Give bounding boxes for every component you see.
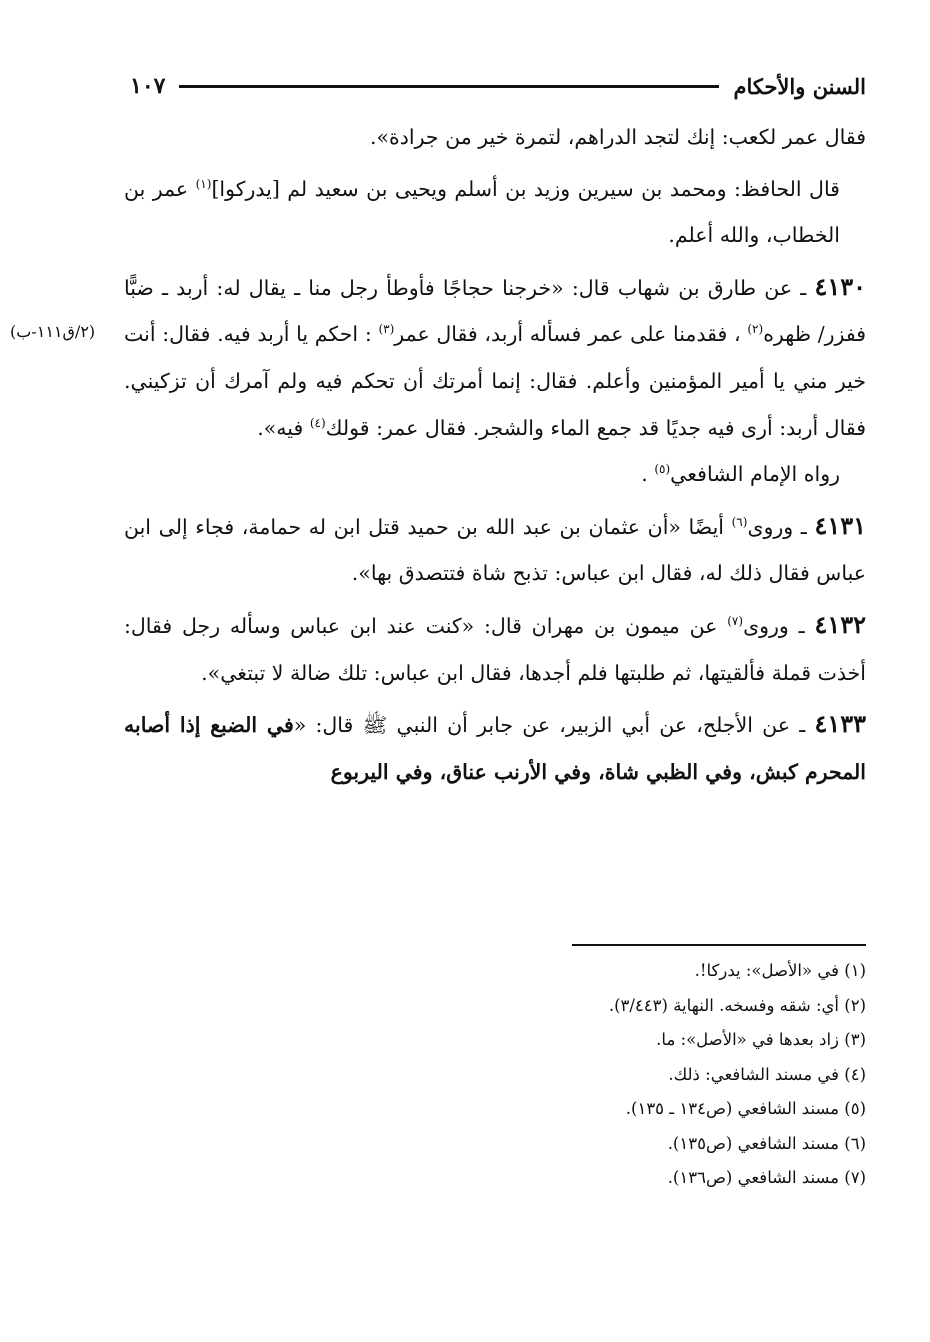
page-number: ١٠٧ [130, 73, 166, 99]
narration-note: رواه الإمام الشافعي$^{(٥)}$ . [641, 462, 840, 487]
footnote: (٥) مسند الشافعي (ص١٣٤ ـ ١٣٥). [625, 1099, 866, 1118]
hadith-number: ٤١٣٢ [814, 609, 866, 639]
footnote-ref: (٥) [654, 462, 671, 477]
page-header [130, 68, 866, 104]
footnote-ref: (١) [195, 176, 212, 191]
footnote: (٢) أي: شقه وفسخه. النهاية (٣/٤٤٣). [608, 995, 866, 1015]
margin-manuscript-ref: (٢/ق١١١-ب) [10, 322, 96, 341]
hadith-number: ٤١٣١ [814, 510, 866, 540]
hadith-4130: ٤١٣٠ ـ عن طارق بن شهاب قال: «خرجنا حجاجًا فأوطأ رجل منا ـ يقال له: أربد ـ ضبًّا ففزر/ ظهره$^{(٢)}$ ، فقدمنا على عمر فسأله أربد، فقال عمر$^{(٣)}$ : احكم يا أربد فيه. فقال: أنت خير مني يا أمير المؤمنين وأعلم. فقال: إنما أمرتك أن تحكم فيه ولم آمرك أن تزكيني. فقال أربد: أرى فيه جديًا قد جمع الماء والشجر. فقال عمر: قولك$^{(٤)}$ فيه». [124, 271, 866, 440]
footnote: (٤) في مسند الشافعي: ذلك. [668, 1064, 866, 1084]
hadith-4131: ٤١٣١ ـ وروى$^{(٦)}$ أيضًا «أن عثمان بن عبد الله بن حميد قتل ابن له حمامة، فجاء إلى ابن عباس فقال ذلك له، فقال ابن عباس: تذبح شاة فتتصدق بها». [124, 510, 866, 586]
header-rule [179, 85, 719, 88]
hadith-number: ٤١٣٣ [814, 709, 866, 739]
hadith-4132: ٤١٣٢ ـ وروى$^{(٧)}$ عن ميمون بن مهران قال: «كنت عند ابن عباس وسأله رجل فقال: أخذت قملة فألقيتها، ثم طلبتها فلم أجدها، فقال ابن عباس: تلك ضالة لا تبتغي». [124, 609, 866, 685]
footnote: (١) في «الأصل»: يدركا!. [694, 961, 866, 980]
hadith-number: ٤١٣٠ [814, 271, 866, 301]
footnote-ref: (٧) [727, 614, 744, 629]
running-title: السنن والأحكام [733, 73, 866, 99]
footnote-ref: (٦) [731, 514, 748, 529]
bold-hadith-text: في الضبع إذا أصابه المحرم كبش، وفي الظبي شاة، وفي الأرنب عناق، وفي اليربوع [124, 713, 866, 784]
footnote: (٣) زاد بعدها في «الأصل»: ما. [656, 1030, 866, 1049]
footnote-separator [572, 944, 866, 946]
hadith-4133: ٤١٣٣ ـ عن الأجلح، عن أبي الزبير، عن جابر أن النبي ﷺ قال: «في الضبع إذا أصابه المحرم كبش، وفي الظبي شاة، وفي الأرنب عناق، وفي اليربوع [124, 709, 866, 784]
paragraph-hafiz: قال الحافظ: ومحمد بن سيرين وزيد بن أسلم ويحيى بن سعيد لم [يدركوا]$^{(١)}$ عمر بن الخطاب، والله أعلم. [124, 176, 840, 248]
footnote-ref: (٣) [378, 322, 395, 337]
main-text [124, 114, 866, 795]
footnote-ref: (٤) [309, 415, 326, 430]
paragraph-continuation: فقال عمر لكعب: إنك لتجد الدراهم، لتمرة خير من جرادة». [369, 125, 866, 149]
footnote: (٧) مسند الشافعي (ص١٣٦). [667, 1168, 866, 1187]
footnote: (٦) مسند الشافعي (ص١٣٥). [667, 1133, 866, 1153]
footnote-ref: (٢) [747, 322, 764, 337]
footnotes [486, 954, 866, 1196]
